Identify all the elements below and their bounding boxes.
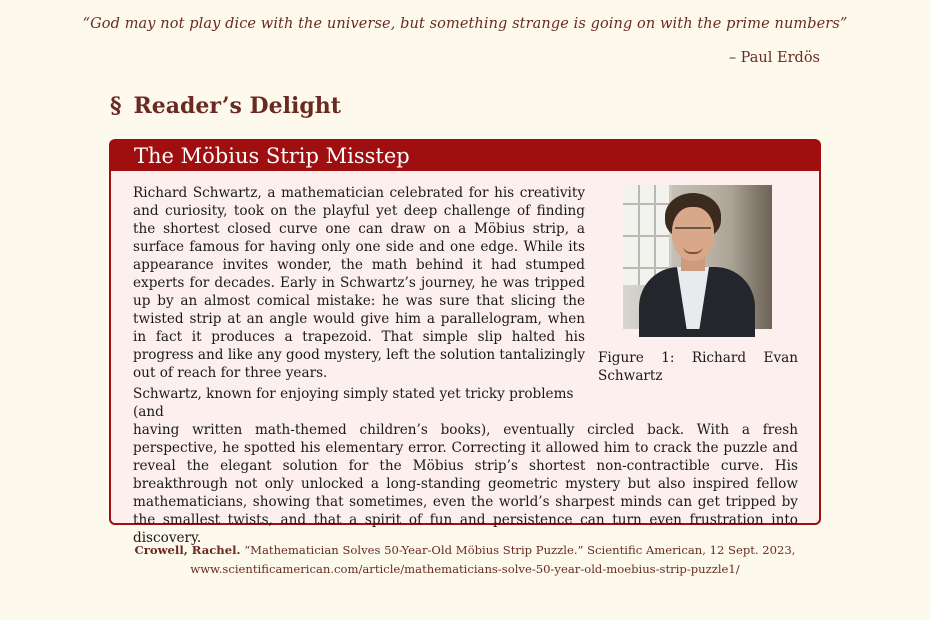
paragraph-2-first-line: Schwartz, known for enjoying simply stated yet tricky problems (and [133, 386, 574, 420]
epigraph-quote: “God may not play dice with the universe, but something strange is going on with the prime numbers” [82, 16, 848, 32]
section-symbol: § [110, 93, 122, 119]
citation [0, 541, 930, 579]
citation-author: Crowell, Rachel. [134, 543, 241, 557]
portrait-photo [623, 185, 772, 329]
section-title: Reader’s Delight [133, 93, 341, 119]
citation-url[interactable]: www.scientificamerican.com/article/mathematicians-solve-50-year-old-moebius-strip-puzzle1/ [190, 562, 740, 576]
paragraph-2-rest: having written math-themed children’s books), eventually circled back. With a fresh perspective, he spotted his elementary error. Correcting it allowed him to crack the puzzle and reveal the elegant solution for the Möbius strip’s shortest non-contractible curve. His breakthrough not only unlocked a long-standing geometric mystery but also inspired fellow mathematicians, showing that sometimes, even the world’s sharpest minds can get tripped by the smallest twists, and that a spirit of fun and persistence can turn even frustration into discovery. [133, 422, 798, 546]
figure [598, 185, 798, 385]
paragraph-1: Richard Schwartz, a mathematician celebrated for his creativity and curiosity, took on the playful yet deep challenge of finding the shortest closed curve one can draw on a Möbius strip, a surface famous for having only one side and one edge. While its appearance invites wonder, the math behind it had stumped experts for decades. Early in Schwartz’s journey, he was tripped up by an almost comical mistake: he was sure that slicing the twisted strip at an angle would give him a parallelogram, when in fact it produces a trapezoid. That simple slip halted his progress and like any good mystery, left the solution tantalizingly out of reach for three years. [133, 185, 585, 381]
figure-caption-line2: Schwartz [598, 368, 663, 384]
figure-caption [598, 349, 798, 385]
feature-box [109, 139, 821, 546]
epigraph-author: – Paul Erdös [728, 50, 820, 66]
figure-caption-line1: Figure 1: Richard Evan [598, 350, 798, 366]
citation-text: “Mathematician Solves 50-Year-Old Möbius Strip Puzzle.” Scientific American, 12 Sept. 2023, [244, 543, 796, 557]
paragraph-2 [133, 385, 798, 547]
box-title: The Möbius Strip Misstep [111, 141, 819, 171]
section-heading [110, 93, 341, 119]
